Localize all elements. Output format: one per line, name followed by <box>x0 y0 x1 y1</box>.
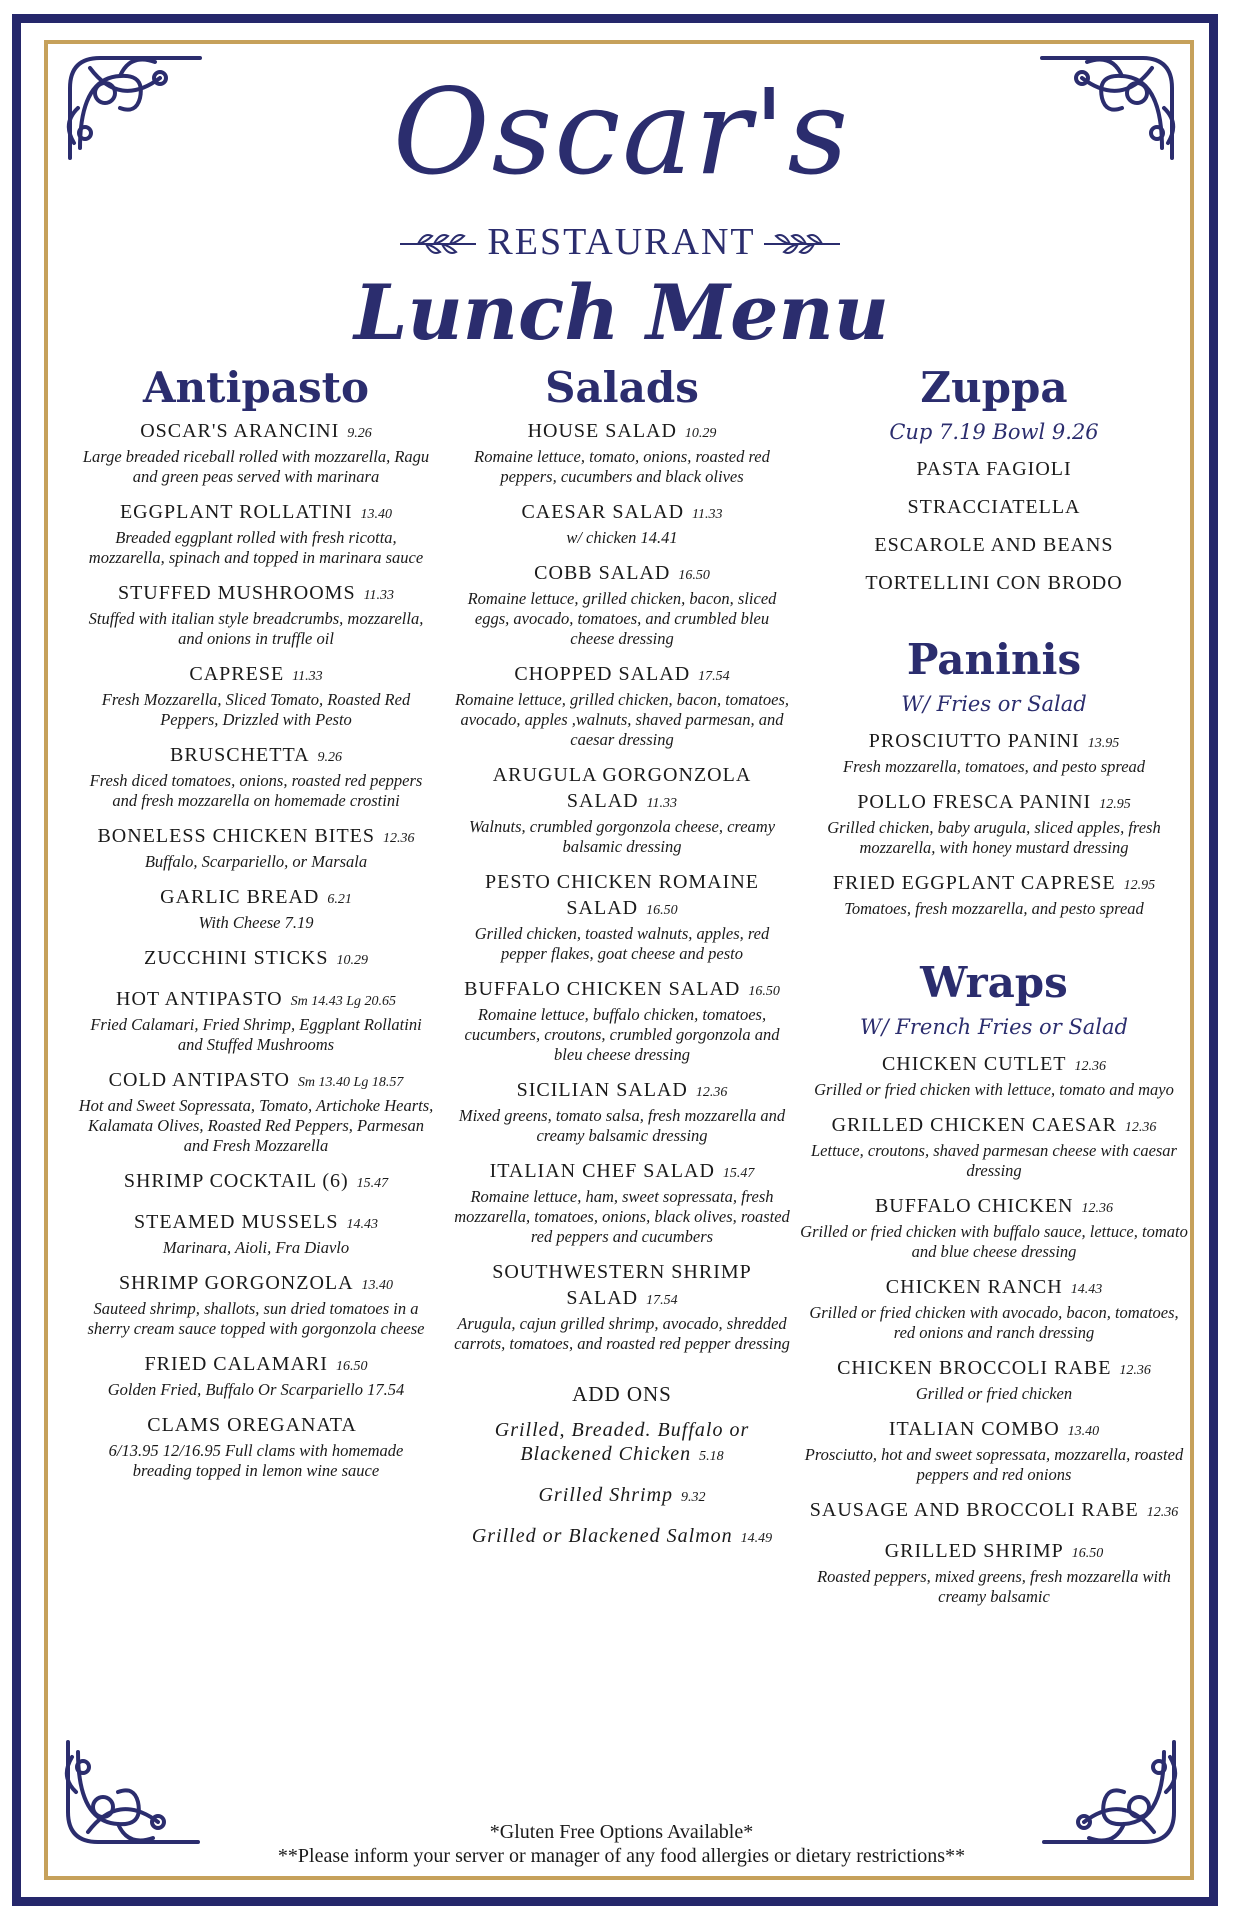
menu-item-name: CAESAR SALAD <box>521 501 685 523</box>
menu-item <box>78 945 434 974</box>
menu-item <box>800 1112 1188 1181</box>
menu-item-description: Romaine lettuce, grilled chicken, bacon, tomatoes, avocado, apples ,walnuts, shaved parmesan, and caesar dressing <box>454 690 790 749</box>
menu-item-description: Marinara, Aioli, Fra Diavlo <box>162 1238 350 1257</box>
paninis-list <box>800 728 1188 919</box>
menu-item-title <box>800 1193 1188 1222</box>
menu-item-description: Grilled or fried chicken with buffalo sauce, lettuce, tomato and blue cheese dressing <box>800 1222 1188 1261</box>
soup-item: STRACCIATELLA <box>907 496 1081 518</box>
menu-item-title <box>800 1538 1188 1567</box>
soup-item: ESCAROLE AND BEANS <box>874 534 1114 556</box>
menu-item-title <box>452 976 792 1005</box>
menu-item <box>78 986 434 1055</box>
menu-item-name: FRIED CALAMARI <box>144 1353 328 1375</box>
menu-item <box>800 1497 1188 1526</box>
zuppa-list <box>800 456 1188 596</box>
menu-item <box>78 1209 434 1258</box>
salads-section <box>452 360 792 1565</box>
menu-item-description: Romaine lettuce, buffalo chicken, tomatoes, cucumbers, croutons, crumbled gorgonzola and bleu cheese dressing <box>464 1005 780 1064</box>
menu-item-description: Roasted peppers, mixed greens, fresh mozzarella with creamy balsamic <box>817 1567 1171 1606</box>
menu-item <box>78 661 434 730</box>
menu-item <box>800 1274 1188 1343</box>
menu-item-price: Sm 13.40 Lg 18.57 <box>297 1075 404 1090</box>
menu-item-name: SHRIMP COCKTAIL (6) <box>123 1170 349 1192</box>
menu-item <box>800 789 1188 858</box>
menu-item-price: 12.36 <box>1074 1059 1107 1074</box>
menu-item-price: 14.43 <box>1070 1282 1103 1297</box>
menu-item <box>78 1270 434 1339</box>
menu-item-description: Grilled or fried chicken <box>915 1384 1073 1403</box>
menu-item-title <box>78 1209 434 1238</box>
menu-item-name: CHOPPED SALAD <box>514 663 691 685</box>
menu-item-description: Sauteed shrimp, shallots, sun dried tomatoes in a sherry cream sauce topped with gorgonzola cheese <box>87 1299 425 1338</box>
menu-item-price: 16.50 <box>748 984 780 999</box>
menu-item-title <box>800 1112 1188 1141</box>
menu-item-description: Grilled chicken, toasted walnuts, apples, red pepper flakes, goat cheese and pesto <box>474 924 770 963</box>
menu-item <box>800 1355 1188 1404</box>
menu-item-name: ITALIAN CHEF SALAD <box>489 1160 715 1182</box>
menu-item-price: 12.36 <box>1081 1201 1114 1216</box>
addons-list <box>452 1418 792 1551</box>
menu-item-name: BRUSCHETTA <box>169 744 310 766</box>
menu-item <box>452 560 792 649</box>
menu-item-name: CLAMS OREGANATA <box>147 1414 357 1436</box>
menu-item-name: GARLIC BREAD <box>160 886 320 908</box>
section-title: Paninis <box>906 635 1082 684</box>
addons-title: ADD ONS <box>572 1382 672 1406</box>
menu-item-title <box>800 1416 1188 1445</box>
menu-item-description: Romaine lettuce, tomato, onions, roasted red peppers, cucumbers and black olives <box>474 447 770 486</box>
menu-item-price: 14.43 <box>346 1217 378 1232</box>
menu-item-price: 13.95 <box>1087 736 1120 751</box>
menu-item-price: 10.29 <box>684 426 717 441</box>
salads-list <box>452 418 792 1354</box>
menu-item-name: STUFFED MUSHROOMS <box>117 582 356 604</box>
menu-item-title <box>452 1259 792 1314</box>
menu-item-title <box>78 1351 434 1380</box>
menu-item <box>78 580 434 649</box>
menu-item-price: 16.50 <box>646 903 678 918</box>
antipasto-list <box>78 418 434 1481</box>
menu-item-price: 12.95 <box>1099 797 1131 812</box>
menu-item-title <box>78 1168 434 1197</box>
menu-item-name: SHRIMP GORGONZOLA <box>118 1272 354 1294</box>
menu-item-description: Arugula, cajun grilled shrimp, avocado, shredded carrots, tomatoes, and roasted red pepper dressing <box>454 1314 790 1353</box>
menu-item-name: POLLO FRESCA PANINI <box>857 791 1092 813</box>
menu-item-price: 11.33 <box>646 796 678 811</box>
menu-item <box>78 1168 434 1197</box>
menu-item-price: 12.36 <box>1146 1505 1179 1520</box>
allergy-note: **Please inform your server or manager of any food allergies or dietary restrictions** <box>277 1845 966 1867</box>
menu-item-description: Large breaded riceball rolled with mozzarella, Ragu and green peas served with marinara <box>82 447 430 486</box>
menu-item <box>452 976 792 1065</box>
menu-item-title <box>78 1412 434 1441</box>
menu-item-price: Sm 14.43 Lg 20.65 <box>290 994 396 1009</box>
menu-item-name: SICILIAN SALAD <box>516 1079 688 1101</box>
menu-item-name: GRILLED CHICKEN CAESAR <box>831 1114 1117 1136</box>
menu-item-name: COLD ANTIPASTO <box>108 1069 290 1091</box>
menu-item <box>78 884 434 933</box>
gluten-free-note: *Gluten Free Options Available* <box>489 1821 754 1843</box>
section-title: Zuppa <box>920 363 1068 412</box>
menu-item-description: Prosciutto, hot and sweet sopressata, mozzarella, roasted peppers and red onions <box>804 1445 1184 1484</box>
menu-item <box>78 418 434 487</box>
menu-item-price: 12.36 <box>695 1085 728 1100</box>
menu-item-name: ITALIAN COMBO <box>888 1418 1060 1440</box>
menu-item-name: ZUCCHINI STICKS <box>144 947 329 969</box>
menu-item <box>78 823 434 872</box>
menu-item-description: Fresh diced tomatoes, onions, roasted red peppers and fresh mozzarella on homemade crostini <box>89 771 423 810</box>
menu-item-title <box>800 789 1188 818</box>
menu-title: Lunch Menu <box>354 268 889 357</box>
menu-item <box>452 499 792 548</box>
menu-item-description: Stuffed with italian style breadcrumbs, mozzarella, and onions in truffle oil <box>88 609 424 648</box>
menu-item-name: COBB SALAD <box>534 562 671 584</box>
menu-item-title <box>78 1270 434 1299</box>
menu-item-price: 15.47 <box>722 1166 755 1181</box>
menu-item-title <box>78 418 434 447</box>
menu-item-price: 13.40 <box>360 507 393 522</box>
menu-item-price: 16.50 <box>678 568 710 583</box>
addon-item <box>452 1418 792 1469</box>
menu-item-description: Buffalo, Scarpariello, or Marsala <box>144 852 368 871</box>
menu-item-title <box>800 1051 1188 1080</box>
menu-item-price: 15.47 <box>356 1176 389 1191</box>
menu-item-price: 13.40 <box>361 1278 394 1293</box>
menu-item-title <box>800 728 1188 757</box>
menu-item-price: 12.36 <box>383 831 415 846</box>
addon-item <box>452 1524 792 1551</box>
menu-item-title <box>78 884 434 913</box>
menu-item <box>800 1538 1188 1607</box>
addon-price: 14.49 <box>740 1531 773 1546</box>
menu-item-price: 13.40 <box>1067 1424 1100 1439</box>
soup-item: PASTA FAGIOLI <box>916 458 1072 480</box>
menu-item-price: 9.26 <box>347 426 372 441</box>
menu-item-title <box>800 1274 1188 1303</box>
menu-item-price: 12.36 <box>1124 1120 1157 1135</box>
menu-item-description: Breaded eggplant rolled with fresh ricotta, mozzarella, spinach and topped in marinara sauce <box>88 528 424 567</box>
menu-item-title <box>800 870 1188 899</box>
menu-item-name: FRIED EGGPLANT CAPRESE <box>832 872 1116 894</box>
antipasto-section <box>78 360 434 1493</box>
menu-item-title <box>452 661 792 690</box>
menu-item-description: Fresh mozzarella, tomatoes, and pesto spread <box>842 757 1146 776</box>
menu-item-price: 10.29 <box>336 953 368 968</box>
menu-item-name: CHICKEN CUTLET <box>881 1053 1067 1075</box>
menu-item-name: GRILLED SHRIMP <box>884 1540 1064 1562</box>
menu-item-title <box>78 1067 434 1096</box>
menu-item-title <box>452 762 792 817</box>
restaurant-subtitle: RESTAURANT <box>487 221 756 263</box>
wraps-list <box>800 1051 1188 1607</box>
menu-item-title <box>800 1355 1188 1384</box>
menu-item <box>800 1193 1188 1262</box>
menu-item-description: Walnuts, crumbled gorgonzola cheese, creamy balsamic dressing <box>468 817 776 856</box>
soup-item: TORTELLINI CON BRODO <box>865 572 1123 594</box>
menu-item <box>78 742 434 811</box>
menu-item-price: 16.50 <box>1071 1546 1104 1561</box>
menu-item-description: Grilled or fried chicken with lettuce, tomato and mayo <box>814 1080 1174 1099</box>
menu-item-name: HOT ANTIPASTO <box>116 988 283 1010</box>
menu-item-price: 11.33 <box>692 507 723 522</box>
menu-item-name: EGGPLANT ROLLATINI <box>119 501 353 523</box>
menu-item-name: ARUGULA GORGONZOLA SALAD <box>492 764 752 812</box>
menu-item <box>452 1158 792 1247</box>
addon-name: Grilled, Breaded. Buffalo or Blackened Chicken <box>494 1419 750 1465</box>
section-subtitle: W/ French Fries or Salad <box>859 1015 1128 1039</box>
menu-item-title <box>78 580 434 609</box>
menu-item-title <box>78 823 434 852</box>
menu-item-description: Grilled or fried chicken with avocado, bacon, tomatoes, red onions and ranch dressing <box>809 1303 1179 1342</box>
menu-item-title <box>452 499 792 528</box>
menu-item-title <box>800 1497 1188 1526</box>
menu-item-price: 12.36 <box>1119 1363 1151 1378</box>
menu-item-name: STEAMED MUSSELS <box>134 1211 339 1233</box>
menu-item-description: w/ chicken 14.41 <box>566 528 678 547</box>
menu-item-name: CAPRESE <box>189 663 285 685</box>
menu-item-name: OSCAR'S ARANCINI <box>140 420 340 442</box>
menu-item-name: CHICKEN BROCCOLI RABE <box>837 1357 1112 1379</box>
menu-item-name: SAUSAGE AND BROCCOLI RABE <box>809 1499 1139 1521</box>
menu-item-description: Grilled chicken, baby arugula, sliced apples, fresh mozzarella, with honey mustard dressing <box>827 818 1161 857</box>
menu-item-name: SOUTHWESTERN SHRIMP SALAD <box>492 1261 752 1309</box>
menu-item-name: BUFFALO CHICKEN SALAD <box>464 978 741 1000</box>
menu-item-description: Romaine lettuce, ham, sweet sopressata, fresh mozzarella, tomatoes, onions, black olives, roasted red peppers and cucumbers <box>454 1187 790 1246</box>
menu-item-name: PESTO CHICKEN ROMAINE SALAD <box>485 871 759 919</box>
menu-item-description: Lettuce, croutons, shaved parmesan cheese with caesar dressing <box>811 1141 1177 1180</box>
menu-item-price: 16.50 <box>335 1359 368 1374</box>
menu-item <box>452 1259 792 1354</box>
menu-item <box>78 499 434 568</box>
menu-item <box>452 869 792 964</box>
menu-item-price: 6.21 <box>327 892 352 907</box>
menu-item-title <box>78 742 434 771</box>
menu-item-price: 9.26 <box>317 750 343 765</box>
restaurant-name: Oscar's <box>392 63 851 201</box>
section-subtitle: W/ Fries or Salad <box>901 692 1087 716</box>
menu-item-price: 11.33 <box>363 588 395 603</box>
menu-item-description: Mixed greens, tomato salsa, fresh mozzarella and creamy balsamic dressing <box>458 1106 786 1145</box>
menu-item-title <box>78 499 434 528</box>
menu-item <box>78 1412 434 1481</box>
menu-item-title <box>452 1077 792 1106</box>
menu-item-description: Romaine lettuce, grilled chicken, bacon, sliced eggs, avocado, tomatoes, and crumbled bleu cheese dressing <box>467 589 777 648</box>
menu-item <box>800 1416 1188 1485</box>
section-title: Salads <box>545 363 699 412</box>
section-subtitle: Cup 7.19 Bowl 9.26 <box>889 420 1099 444</box>
addon-price: 5.18 <box>699 1449 724 1464</box>
addon-price: 9.32 <box>681 1490 706 1505</box>
menu-item <box>800 1051 1188 1100</box>
menu-item-name: HOUSE SALAD <box>527 420 677 442</box>
right-column <box>800 360 1188 1619</box>
menu-item-name: PROSCIUTTO PANINI <box>868 730 1080 752</box>
section-title: Wraps <box>920 958 1068 1007</box>
menu-item-price: 12.95 <box>1123 878 1156 893</box>
addon-item <box>452 1483 792 1510</box>
menu-item <box>78 1067 434 1156</box>
menu-item-name: BUFFALO CHICKEN <box>874 1195 1074 1217</box>
menu-item-title <box>78 986 434 1015</box>
menu-item-title <box>452 560 792 589</box>
menu-item <box>452 418 792 487</box>
menu-item-description: With Cheese 7.19 <box>198 913 314 932</box>
menu-item-description: 6/13.95 12/16.95 Full clams with homemade breading topped in lemon wine sauce <box>108 1441 404 1480</box>
addon-name: Grilled Shrimp <box>538 1484 674 1506</box>
menu-item <box>78 1351 434 1400</box>
menu-item <box>800 728 1188 777</box>
menu-item-name: CHICKEN RANCH <box>885 1276 1063 1298</box>
menu-item-description: Hot and Sweet Sopressata, Tomato, Artichoke Hearts, Kalamata Olives, Roasted Red Peppers, Parmesan and Fresh Mozzarella <box>78 1096 434 1155</box>
menu-item <box>452 661 792 750</box>
menu-item-description: Tomatoes, fresh mozzarella, and pesto spread <box>844 899 1144 918</box>
menu-item <box>800 870 1188 919</box>
menu-item-description: Fresh Mozzarella, Sliced Tomato, Roasted Red Peppers, Drizzled with Pesto <box>101 690 411 729</box>
addon-name: Grilled or Blackened Salmon <box>471 1525 733 1547</box>
menu-item-price: 17.54 <box>698 669 730 684</box>
section-title: Antipasto <box>142 363 370 412</box>
menu-item-title <box>452 869 792 924</box>
menu-item <box>452 1077 792 1146</box>
menu-item-description: Golden Fried, Buffalo Or Scarpariello 17.54 <box>107 1380 405 1399</box>
menu-item-price: 11.33 <box>292 669 323 684</box>
menu-item-title <box>78 945 434 974</box>
menu-item <box>452 762 792 857</box>
menu-item-name: BONELESS CHICKEN BITES <box>97 825 376 847</box>
menu-item-title <box>78 661 434 690</box>
menu-item-price: 17.54 <box>646 1293 678 1308</box>
menu-item-title <box>452 418 792 447</box>
menu-item-description: Fried Calamari, Fried Shrimp, Eggplant Rollatini and Stuffed Mushrooms <box>90 1015 422 1054</box>
menu-item-title <box>452 1158 792 1187</box>
